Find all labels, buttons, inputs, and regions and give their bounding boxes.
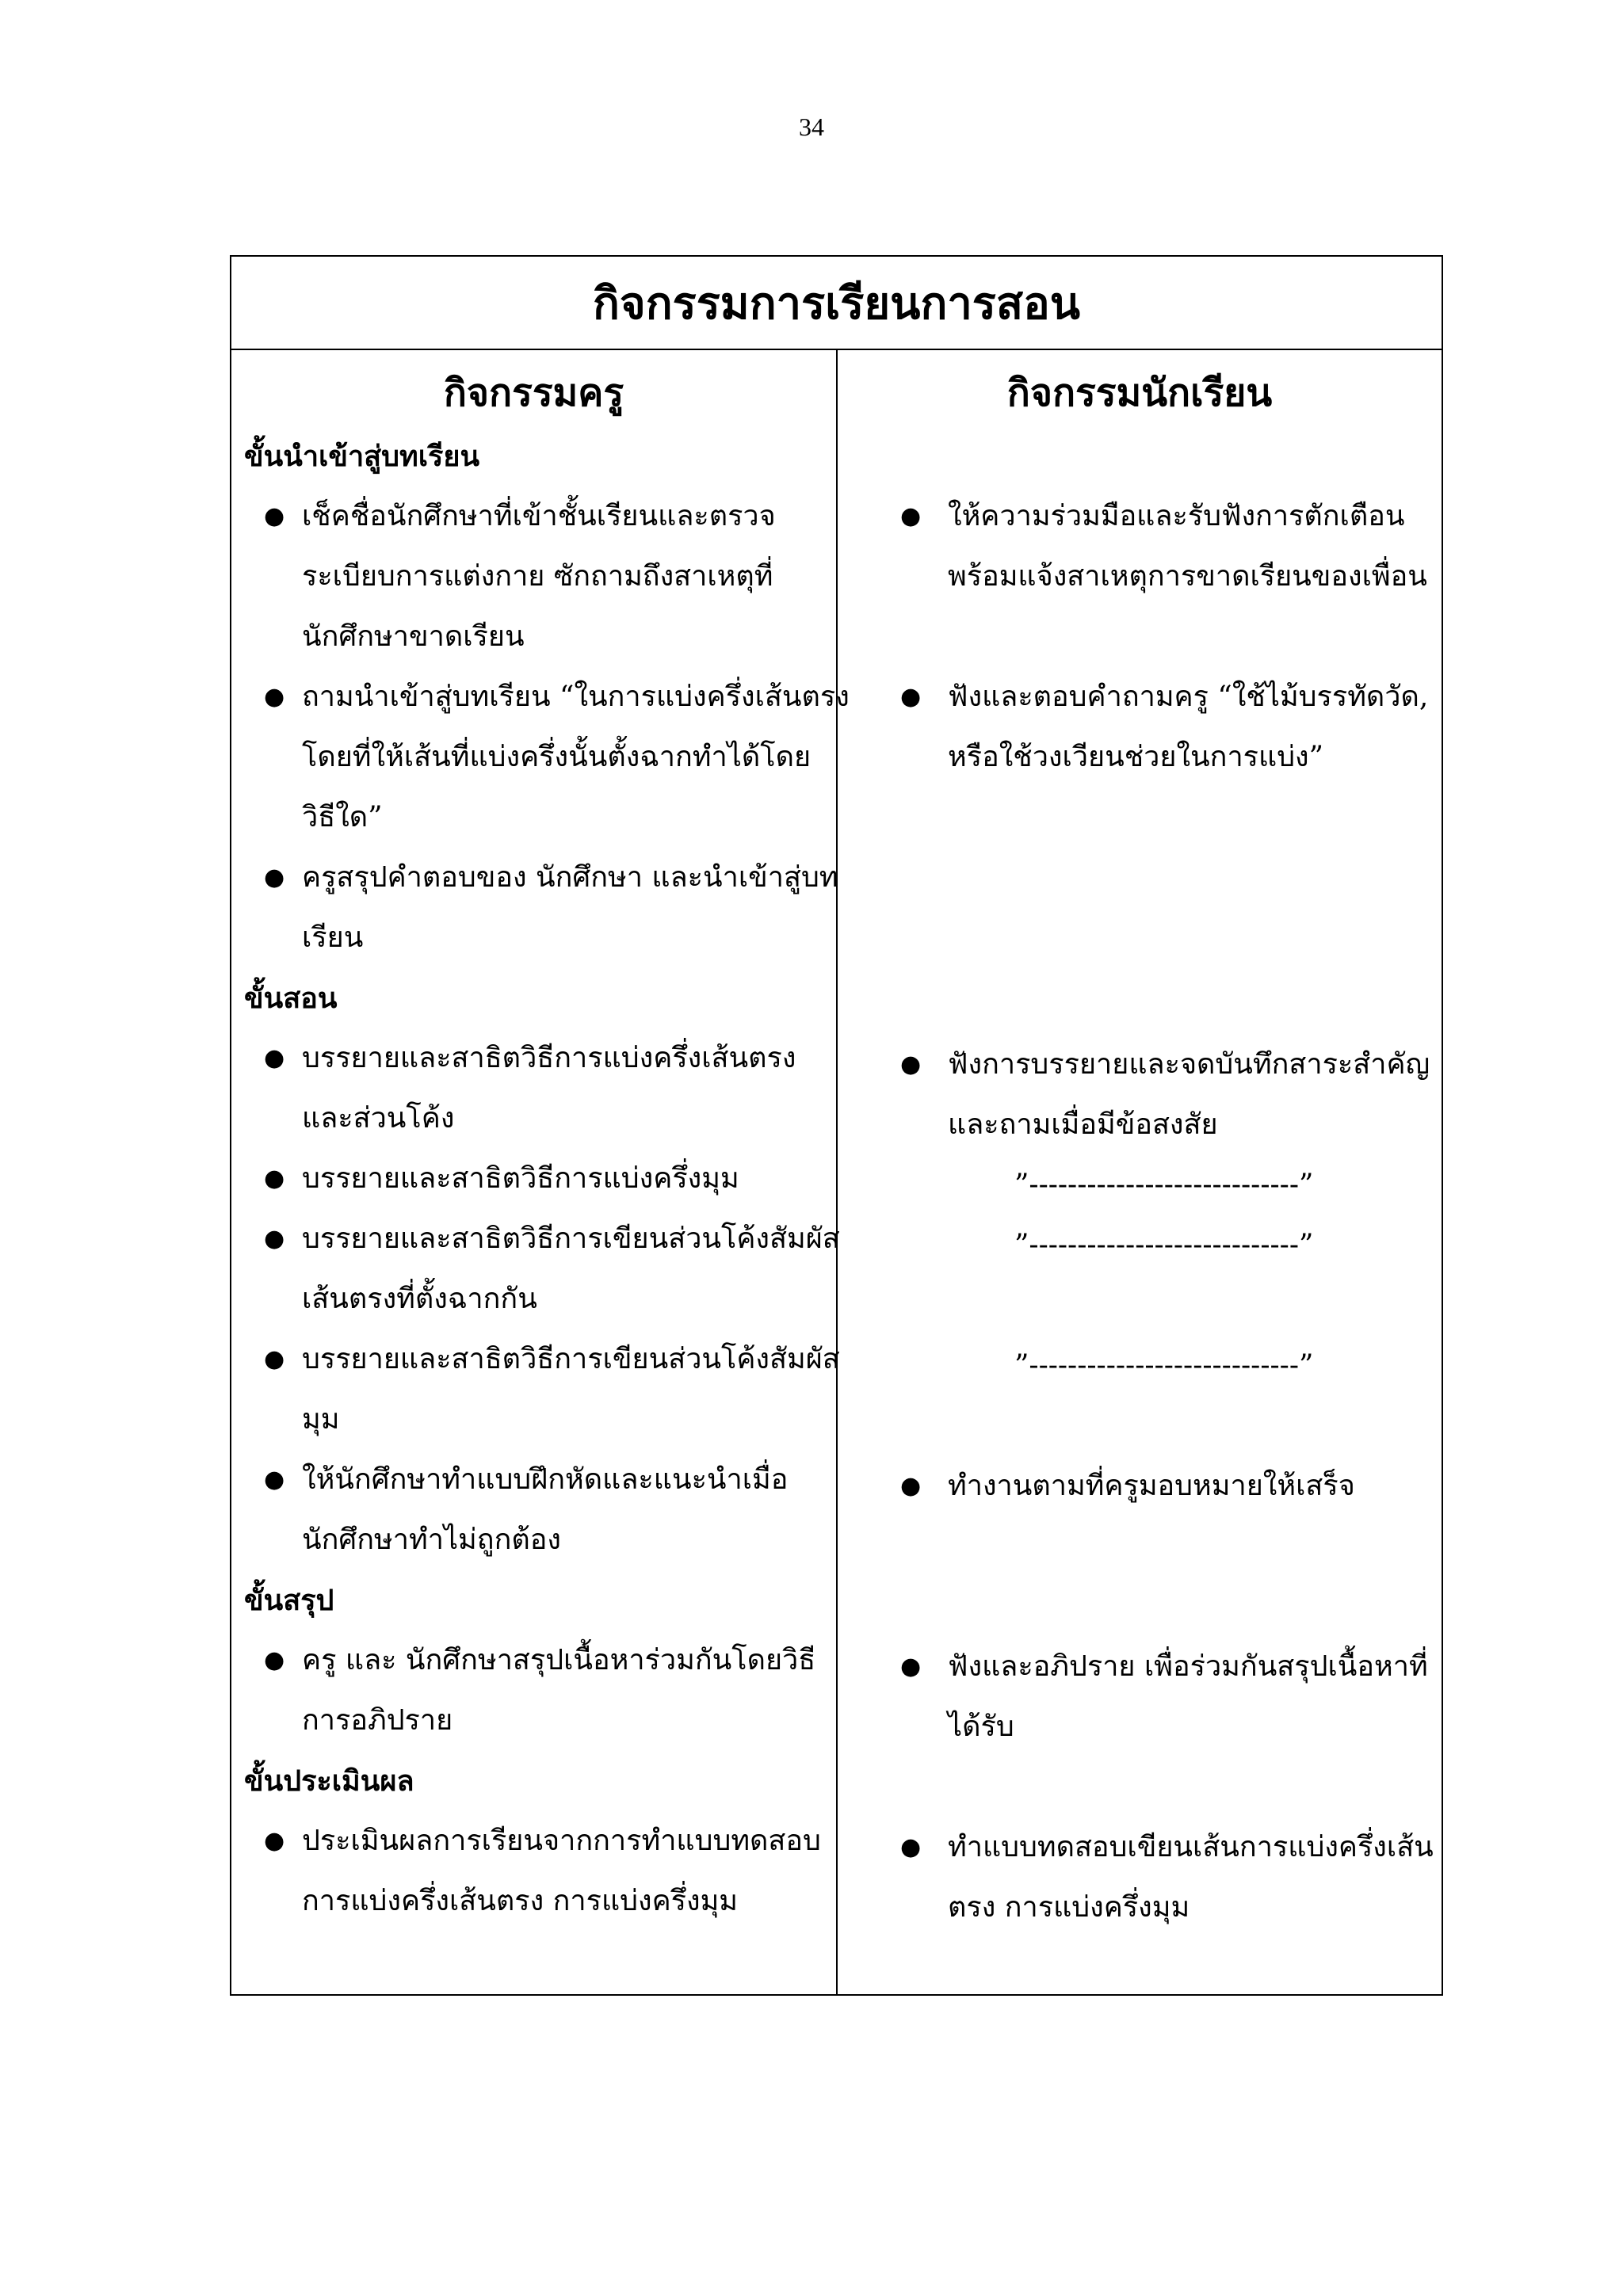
teacher-item-line: ครู และ นักศึกษาสรุปเนื้อหาร่วมกันโดยวิธี <box>302 1644 816 1676</box>
student-item-line: ฟังและอภิปราย เพื่อร่วมกันสรุปเนื้อหาที่ <box>948 1650 1428 1683</box>
student-item-line: พร้อมแจ้งสาเหตุการขาดเรียนของเพื่อน <box>948 560 1427 593</box>
bullet-icon: ● <box>900 1833 922 1861</box>
bullet-icon: ● <box>900 1472 922 1500</box>
student-item-line: และถามเมื่อมีข้อสงสัย <box>948 1108 1218 1141</box>
section-intro: ขั้นนำเข้าสู่บทเรียน <box>244 440 480 473</box>
teacher-item-line: ครูสรุปคำตอบของ นักศึกษา และนำเข้าสู่บท <box>302 861 838 894</box>
bullet-icon: ● <box>264 1225 285 1253</box>
ditto-mark: ”----------------------------” <box>1014 1169 1314 1201</box>
ditto-mark: ”----------------------------” <box>1014 1229 1314 1261</box>
teacher-item-line: นักศึกษาทำไม่ถูกต้อง <box>302 1524 561 1556</box>
student-item-line: ได้รับ <box>948 1711 1014 1743</box>
page-number: 34 <box>799 113 824 141</box>
section-eval: ขั้นประเมินผล <box>244 1764 414 1798</box>
bullet-icon: ● <box>264 1044 285 1072</box>
teacher-item-line: บรรยายและสาธิตวิธีการแบ่งครึ่งเส้นตรง <box>302 1042 796 1074</box>
teacher-item-line: การแบ่งครึ่งเส้นตรง การแบ่งครึ่งมุม <box>302 1885 739 1917</box>
bullet-icon: ● <box>264 1646 285 1674</box>
teacher-item-line: ประเมินผลการเรียนจากการทำแบบทดสอบ <box>302 1825 821 1857</box>
bullet-icon: ● <box>264 864 285 891</box>
section-summary: ขั้นสรุป <box>244 1584 334 1617</box>
student-item-line: ทำแบบทดสอบเขียนเส้นการแบ่งครึ่งเส้น <box>948 1831 1434 1863</box>
teacher-item-line: ระเบียบการแต่งกาย ซักถามถึงสาเหตุที่ <box>302 560 773 593</box>
bullet-icon: ● <box>264 1466 285 1493</box>
student-item-line: ฟังการบรรยายและจดบันทึกสาระสำคัญ <box>948 1048 1430 1081</box>
bullet-icon: ● <box>900 502 922 530</box>
column-divider <box>836 349 838 1996</box>
teacher-item-line: นักศึกษาขาดเรียน <box>302 620 525 653</box>
table-title: กิจกรรมการเรียนการสอน <box>231 257 1442 350</box>
teacher-item-line: ถามนำเข้าสู่บทเรียน “ในการแบ่งครึ่งเส้นตรง <box>302 681 850 713</box>
teacher-item-line: เช็คชื่อนักศึกษาที่เข้าชั้นเรียนและตรวจ <box>302 500 776 532</box>
bullet-icon: ● <box>264 1165 285 1192</box>
teacher-item-line: บรรยายและสาธิตวิธีการเขียนส่วนโค้งสัมผัส <box>302 1222 840 1255</box>
bullet-icon: ● <box>264 502 285 530</box>
bullet-icon: ● <box>264 683 285 711</box>
teacher-item-line: ให้นักศึกษาทำแบบฝึกหัดและแนะนำเมื่อ <box>302 1463 789 1496</box>
bullet-icon: ● <box>264 1345 285 1373</box>
ditto-mark: ”----------------------------” <box>1014 1349 1314 1382</box>
student-item-line: ทำงานตามที่ครูมอบหมายให้เสร็จ <box>948 1470 1355 1502</box>
student-item-line: หรือใช้วงเวียนช่วยในการแบ่ง” <box>948 741 1324 773</box>
teacher-item-line: และส่วนโค้ง <box>302 1102 455 1135</box>
student-item-line: ตรง การแบ่งครึ่งมุม <box>948 1891 1190 1924</box>
teacher-item-line: บรรยายและสาธิตวิธีการเขียนส่วนโค้งสัมผัส <box>302 1343 840 1375</box>
bullet-icon: ● <box>264 1827 285 1855</box>
student-item-line: ฟังและตอบคำถามครู “ใช้ไม้บรรทัดวัด, <box>948 681 1429 713</box>
student-item-line: ให้ความร่วมมือและรับฟังการตักเตือน <box>948 500 1405 532</box>
teacher-item-line: เส้นตรงที่ตั้งฉากกัน <box>302 1283 537 1315</box>
teacher-item-line: เรียน <box>302 921 364 954</box>
teacher-item-line: มุม <box>302 1403 340 1436</box>
section-teach: ขั้นสอน <box>244 982 338 1015</box>
teacher-item-line: วิธีใด” <box>302 801 383 833</box>
bullet-icon: ● <box>900 683 922 711</box>
teacher-item-line: บรรยายและสาธิตวิธีการแบ่งครึ่งมุม <box>302 1162 739 1195</box>
student-column-header: กิจกรรมนักเรียน <box>1006 371 1273 415</box>
bullet-icon: ● <box>900 1653 922 1680</box>
teacher-item-line: โดยที่ให้เส้นที่แบ่งครึ่งนั้นตั้งฉากทำได้โดย <box>302 741 812 773</box>
bullet-icon: ● <box>900 1051 922 1078</box>
teacher-column-header: กิจกรรมครู <box>443 371 624 415</box>
teacher-item-line: การอภิปราย <box>302 1704 453 1737</box>
